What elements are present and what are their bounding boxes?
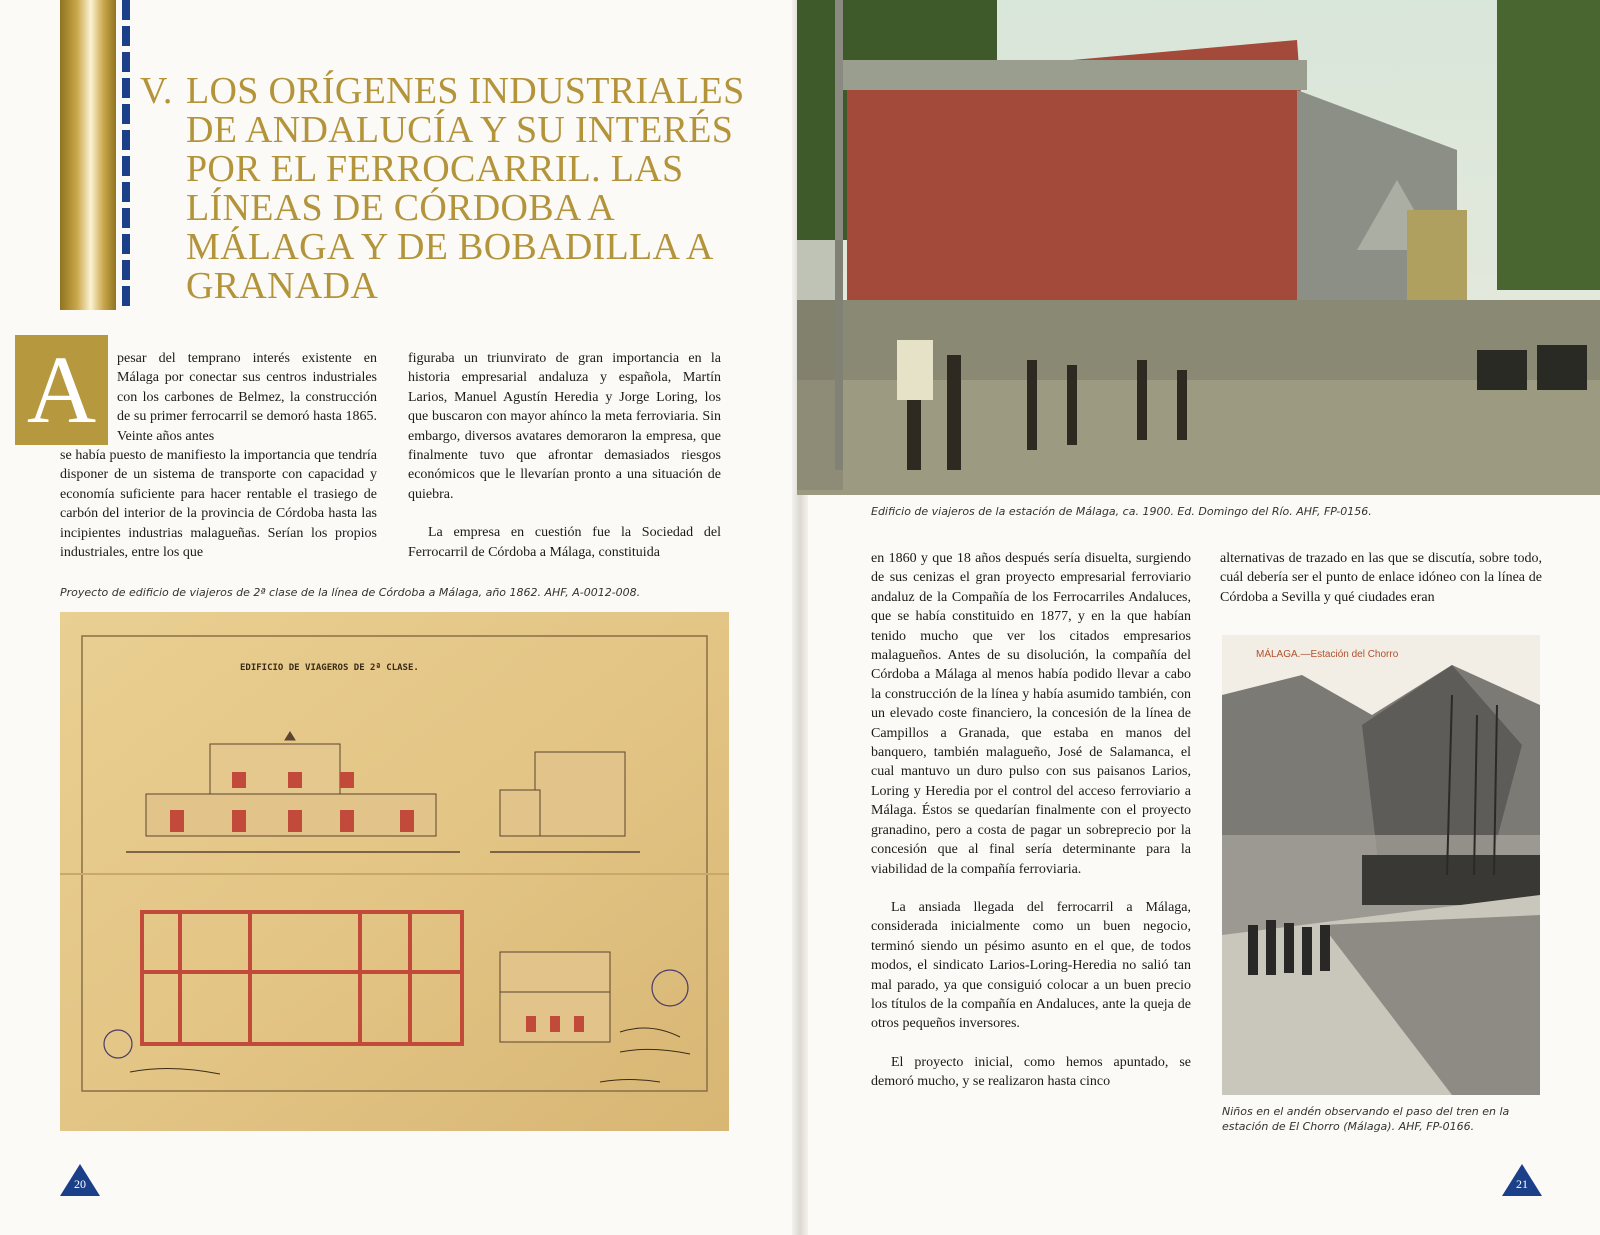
left-col2-paragraph-2: La empresa en cuestión fue la Sociedad del Ferrocarril de Córdoba a Málaga, constituida: [408, 525, 721, 560]
page-number-right: [1502, 1164, 1542, 1196]
page-number-left-text: 20: [74, 1177, 86, 1191]
chorro-station-photo-image: [1222, 635, 1540, 1095]
plan-title: EDIFICIO DE VIAGEROS DE 2ª CLASE.: [240, 663, 419, 673]
page-number-left: [60, 1164, 100, 1196]
right-col1-paragraph-3: El proyecto inicial, como hemos apuntado, se demoró mucho, y se realizaron hasta cinco: [871, 1054, 1191, 1090]
chapter-title: [140, 72, 760, 306]
station-photo-caption: Edificio de viajeros de la estación de Málaga, ca. 1900. Ed. Domingo del Río. AHF, FP-0156.: [871, 505, 1372, 518]
right-col1-paragraph-2: La ansiada llegada del ferrocarril a Málaga, considerada inicialmente como un buen negocio, terminó siendo un pésimo asunto en el que, de todos modos, el sindicato Larios-Loring-Heredia no salió tan mal parado, ya que consiguió colocar a un buen precio los títulos de la compañía en Andaluces, ante la queja de otros pequeños inversores.: [871, 899, 1191, 1032]
left-col2-paragraph-1: figuraba un triunvirato de gran importancia en la historia empresarial andaluza y española, Martín Larios, Manuel Agustín Heredia y Jorge Loring, los que buscaron con mayor ahínco la meta ferroviaria. Sin embargo, diversos avatares demoraron la empresa, que finalmente tuvo que afrontar demasiados riesgos económicos que le llevarían pronto a una situación de quiebra.: [408, 351, 721, 502]
dashed-blue-rule: [122, 0, 130, 310]
left-col2: [408, 349, 721, 581]
postcard-label: MÁLAGA.—Estación del Chorro: [1256, 649, 1399, 660]
right-col1-paragraph-1: en 1860 y que 18 años después sería disuelta, surgiendo de sus cenizas el gran proyecto empresarial ferroviario andaluz de la Compañía de los Ferrocarriles Andaluces, que se había constituido en 1877, y en la que habían tenido mucho que ver los citados empresarios malagueños. Antes de su disolución, la compañía del Córdoba a Málaga al menos había podido llevar a cabo la construcción de la línea y había asumido también, con un elevado coste financiero, la concesión de la línea de Campillos a Granada, que estaba en manos del banquero, también malagueño, José de Salamanca, el cual mantuvo un duro pulso con sus paisanos Larios, Loring y Heredia por el control del acceso ferroviario a Málaga. Éstos se quedarían finalmente con el proyecto granadino, pero a costa de pagar un sobreprecio por la concesión que al final sería determinante para la viabilidad de la compañía ferroviaria.: [871, 551, 1191, 877]
drop-cap: A: [15, 335, 108, 445]
page-left: [0, 0, 796, 1235]
station-photo-image: [797, 0, 1600, 495]
right-col1: [871, 549, 1191, 1111]
chapter-title-text: LOS ORÍGENES INDUSTRIALES DE ANDALUCÍA Y SU INTERÉS POR EL FERROCARRIL. LAS LÍNEAS DE CÓRDOBA A MÁLAGA Y DE BOBADILLA A GRANADA: [186, 70, 745, 307]
left-col1-opening: pesar del temprano interés existente en Málaga por conectar sus centros industriales con los carbones de Belmez, la construcción de su primer ferrocarril se demoró hasta 1865. Veinte años antes: [117, 351, 377, 444]
chapter-number: V.: [140, 70, 173, 112]
page-number-right-text: 21: [1516, 1177, 1528, 1191]
architectural-plan-image: [60, 612, 729, 1131]
left-col1-body: se había puesto de manifiesto la importancia que tendría disponer de un sistema de transporte con capacidad y economía suficiente para hacer rentable el trasiego de carbón del interior de la provincia de Córdoba hasta las incipientes industrias malagueñas. Serían los propios industriales, entre los que: [60, 448, 377, 561]
right-col2: [1220, 549, 1542, 626]
plan-caption: Proyecto de edificio de viajeros de 2ª clase de la línea de Córdoba a Málaga, año 1862. AHF, A-0012-008.: [60, 586, 641, 599]
chorro-photo-caption: Niños en el andén observando el paso del tren en la estación de El Chorro (Málaga). AHF, FP-0166.: [1222, 1105, 1510, 1133]
gold-decorative-band: [60, 0, 116, 310]
right-col2-paragraph-1: alternativas de trazado en las que se discutía, sobre todo, cuál debería ser el punto de enlace idóneo con la línea de Córdoba a Sevilla y qué ciudades eran: [1220, 551, 1542, 605]
